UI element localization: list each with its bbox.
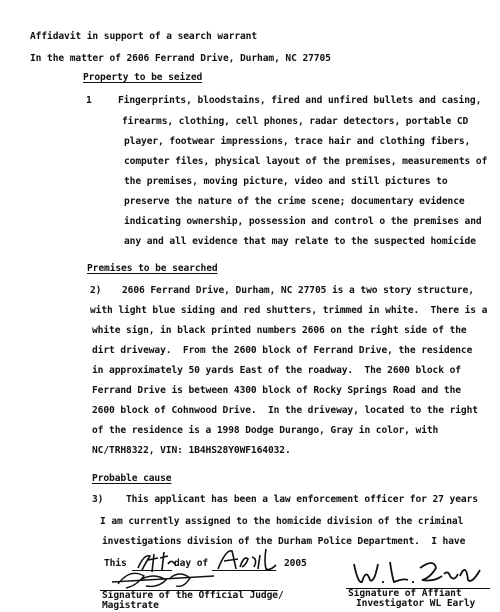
cause-number: 3) bbox=[92, 494, 104, 505]
document-title: Affidavit in support of a search warrant bbox=[30, 31, 258, 42]
date-day-of-label: day of bbox=[174, 558, 209, 569]
cause-line: This applicant has been a law enforcement officer for 27 years bbox=[126, 494, 478, 505]
property-line: firearms, clothing, cell phones, radar detectors, portable CD bbox=[122, 116, 469, 127]
property-line: preserve the nature of the crime scene; documentary evidence bbox=[124, 196, 465, 207]
property-line: any and all evidence that may relate to the suspected homicide bbox=[124, 236, 476, 247]
property-line: indicating ownership, possession and control o the premises and bbox=[124, 216, 482, 227]
property-line: player, footwear impressions, trace hair and clothing fibers, bbox=[124, 136, 471, 147]
premises-number: 2) bbox=[90, 285, 102, 296]
cause-line: I am currently assigned to the homicide division of the criminal bbox=[100, 516, 464, 527]
premises-heading: Premises to be searched bbox=[87, 263, 218, 274]
premises-line: white sign, in black printed numbers 2606 on the right side of the bbox=[92, 325, 467, 336]
matter-line: In the matter of 2606 Ferrand Drive, Durham, NC 27705 bbox=[30, 53, 331, 64]
premises-line: NC/TRH8322, VIN: 1B4HS28Y0WF164032. bbox=[92, 445, 291, 456]
premises-line: 2600 block of Cohnwood Drive. In the driveway, located to the right bbox=[92, 405, 478, 416]
property-line: the premises, moving picture, video and still pictures to bbox=[124, 176, 448, 187]
premises-line: dirt driveway. From the 2600 block of Ferrand Drive, the residence bbox=[92, 345, 473, 356]
premises-line: 2606 Ferrand Drive, Durham, NC 27705 is a two story structure, bbox=[122, 285, 474, 296]
premises-line: Ferrand Drive is between 4300 block of Rocky Springs Road and the bbox=[92, 385, 461, 396]
premises-line: with light blue siding and red shutters, trimmed in white. There is a bbox=[90, 305, 488, 316]
judge-signature bbox=[110, 566, 220, 592]
handwritten-date-month bbox=[214, 545, 284, 575]
premises-line: of the residence is a 1998 Dodge Durango, Gray in color, with bbox=[92, 425, 439, 436]
property-line: computer files, physical layout of the premises, measurements of bbox=[124, 156, 488, 167]
judge-signature-label: Signature of the Official Judge/ bbox=[102, 590, 284, 601]
date-year: 2005 bbox=[284, 558, 307, 569]
property-heading: Property to be seized bbox=[83, 72, 203, 83]
premises-line: in approximately 50 yards East of the roadway. The 2600 block of bbox=[92, 365, 461, 376]
affiant-signature-label: Signature of Affiant bbox=[348, 588, 462, 599]
affiant-name: Investigator WL Early bbox=[356, 598, 476, 609]
affiant-signature bbox=[350, 556, 490, 592]
property-number: 1 bbox=[86, 95, 92, 106]
property-line: Fingerprints, bloodstains, fired and unfired bullets and casing, bbox=[118, 95, 482, 106]
cause-line: investigations division of the Durham Police Department. I have bbox=[102, 536, 466, 547]
date-this-label: This bbox=[104, 558, 127, 569]
cause-heading: Probable cause bbox=[92, 473, 172, 484]
magistrate-label: Magistrate bbox=[102, 600, 159, 611]
